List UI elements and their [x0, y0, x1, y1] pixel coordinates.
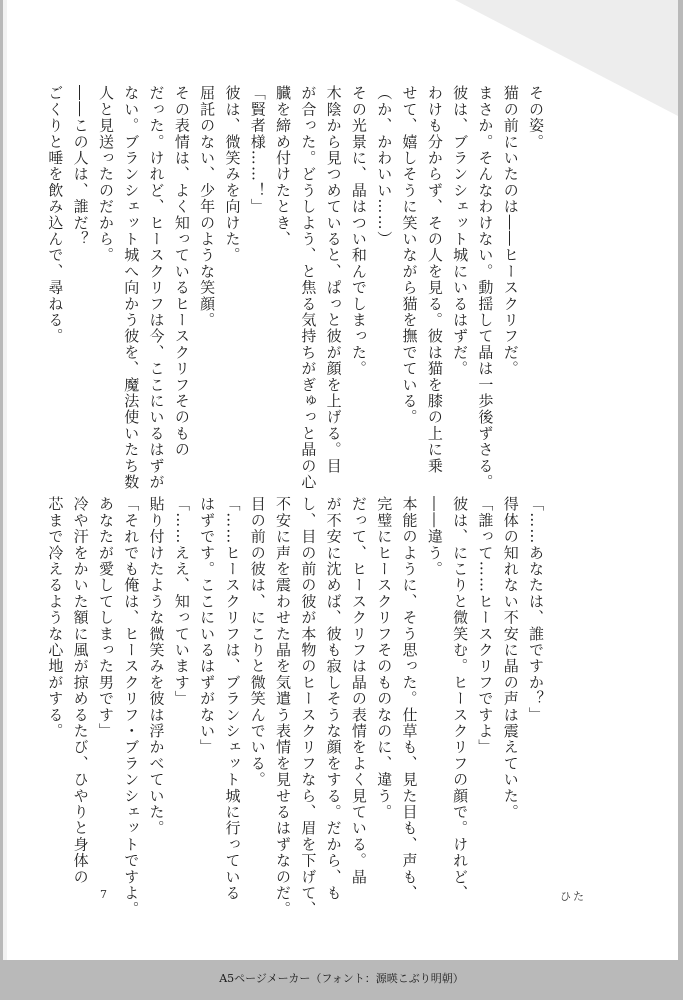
text-line: だった。けれど、ヒースクリフは今、ここにいるはずが	[147, 85, 166, 490]
text-line: 「……ヒースクリフは、ブランシェット城に行っている	[223, 496, 242, 901]
text-line: 貼り付けたような微笑みを彼は浮かべていた。	[147, 496, 166, 837]
text-line: 臓を締め付けたとき、	[274, 85, 293, 247]
text-line: 彼は、ブランシェット城にいるはずだ。	[451, 85, 470, 377]
text-line: 冷や汗をかいた額に風が掠めるたび、ひやりと身体の	[71, 496, 90, 885]
text-line: その姿。	[527, 85, 545, 150]
text-line: 屈託のない、少年のような笑顔。	[198, 85, 217, 328]
text-line: その表情は、よく知っているヒースクリフそのもの	[172, 85, 191, 458]
upper-text-block	[42, 85, 548, 490]
text-line: 不安に声を震わせた晶を気遣う表情を見せるはずなのだ。	[274, 496, 293, 918]
text-line: せて、嬉しそうに笑いながら猫を撫でている。	[400, 85, 419, 426]
text-line: 「それでも俺は、ヒースクリフ・ブランシェットですよ。	[122, 496, 141, 918]
lower-text-block	[42, 496, 548, 918]
text-line: わけも分からず、その人を見る。彼は猫を膝の上に乗	[425, 85, 444, 474]
text-line: し、目の前の彼が本物のヒースクリフなら、眉を下げて、	[299, 496, 318, 918]
text-line: 芯まで冷えるような心地がする。	[46, 496, 65, 739]
text-line: ――違う。	[425, 496, 444, 577]
text-line: その光景に、晶はつい和んでしまった。	[349, 85, 368, 377]
footer-caption: A5ページメーカー（フォント：源暎こぶり明朝）	[219, 972, 464, 985]
text-line: が不安に沈めば、彼も寂しそうな顔をする。だから、も	[324, 496, 343, 901]
text-line: 「誰って……ヒースクリフですよ」	[476, 496, 495, 756]
page-number: 7	[100, 888, 107, 901]
text-line: だって、ヒースクリフは晶の表情をよく見ている。晶	[349, 496, 368, 885]
text-line: 「……あなたは、誰ですか？」	[527, 496, 545, 723]
text-line: 目の前の彼は、にこりと微笑んでいる。	[248, 496, 267, 788]
text-line: 猫の前にいたのは――ヒースクリフだ。	[501, 85, 520, 377]
text-line: 得体の知れない不安に晶の声は震えていた。	[501, 496, 520, 820]
text-line: 人と見送ったのだから。	[96, 85, 115, 264]
text-line: ない。ブランシェット城へ向かう彼を、魔法使いたち数	[122, 85, 141, 490]
text-line: ごくりと唾を飲み込んで、尋ねる。	[46, 85, 65, 345]
text-line: （か、かわいい……）	[375, 85, 394, 247]
text-line: まさか。そんなわけない。動揺して晶は一歩後ずさる。	[476, 85, 495, 490]
text-line: はずです。ここにいるはずがない」	[198, 496, 217, 756]
text-line: 「……ええ、知っています」	[172, 496, 191, 707]
text-line: 彼は、にこりと微笑む。ヒースクリフの顔で。けれど、	[451, 496, 470, 901]
manuscript-page	[3, 0, 678, 960]
text-line: 「賢者様……！」	[248, 85, 267, 215]
text-line: 完璧にヒースクリフそのものなのに、違う。	[375, 496, 394, 820]
text-line: 本能のように、そう思った。仕草も、見た目も、声も、	[400, 496, 419, 901]
text-line: あなたが愛してしまった男です」	[96, 496, 115, 739]
author-name: ひた	[560, 890, 586, 903]
text-line: ――この人は、誰だ？	[71, 85, 90, 247]
text-line: 木陰から見つめていると、ぱっと彼が顔を上げる。目	[324, 85, 343, 474]
text-line: が合った。どうしよう、と焦る気持ちがぎゅっと晶の心	[299, 85, 318, 490]
text-line: 彼は、微笑みを向けた。	[223, 85, 242, 264]
